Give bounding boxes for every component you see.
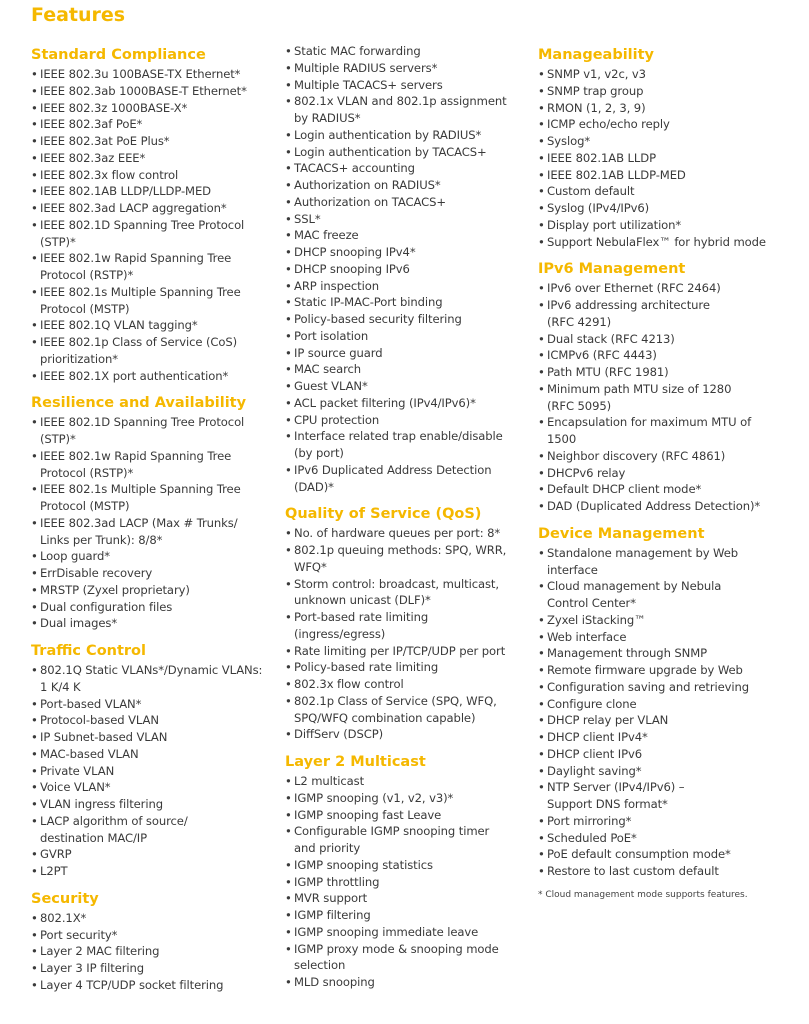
section-heading: Standard Compliance [31,47,206,63]
feature-item: • MRSTP (Zyxel proprietary) [31,582,281,599]
section-heading: Layer 2 Multicast [285,754,426,770]
feature-item: • DHCP relay per VLAN [538,712,800,729]
feature-list [538,280,800,515]
feature-item: • Multiple TACACS+ servers [285,77,535,94]
feature-item: • Private VLAN [31,763,281,780]
feature-item: • ErrDisable recovery [31,565,281,582]
feature-item: • IPv6 Duplicated Address Detection (DAD)* [285,462,535,496]
feature-section [285,751,535,991]
feature-item: • SNMP v1, v2c, v3 [538,66,800,83]
feature-item: • Path MTU (RFC 1981) [538,364,800,381]
section-heading: Traffic Control [31,643,146,659]
feature-item: • Login authentication by RADIUS* [285,127,535,144]
feature-item: • LACP algorithm of source/ destination MAC/IP [31,813,281,847]
feature-item: • Multiple RADIUS servers* [285,60,535,77]
feature-item: • Restore to last custom default [538,863,800,880]
feature-item: • IEEE 802.1w Rapid Spanning Tree Protocol (RSTP)* [31,448,281,482]
feature-item: • Layer 3 IP filtering [31,960,281,977]
feature-item: • Loop guard* [31,548,281,565]
feature-item: • L2PT [31,863,281,880]
feature-list [31,414,281,632]
feature-list [538,66,800,250]
feature-item: • IGMP snooping statistics [285,857,535,874]
feature-list [538,545,800,880]
section-heading: Device Management [538,525,705,542]
feature-list [31,910,281,994]
feature-item: • Login authentication by TACACS+ [285,144,535,161]
feature-section [285,43,535,495]
column-3 [538,44,800,901]
feature-item: • Guest VLAN* [285,378,535,395]
feature-item: • IGMP snooping (v1, v2, v3)* [285,790,535,807]
feature-item: • IEEE 802.3ad LACP (Max # Trunks/ Links per Trunk): 8/8* [31,515,281,549]
feature-item: • L2 multicast [285,773,535,790]
feature-item: • IEEE 802.1p Class of Service (CoS) prioritization* [31,334,281,368]
feature-item: • Static MAC forwarding [285,43,535,60]
feature-item: • Cloud management by Nebula Control Center* [538,578,800,612]
feature-item: • Port isolation [285,328,535,345]
feature-item: • Encapsulation for maximum MTU of 1500 [538,414,800,448]
feature-item: • IGMP proxy mode & snooping mode selection [285,941,535,975]
feature-section [538,523,800,880]
feature-item: • MAC-based VLAN [31,746,281,763]
feature-item: • Authorization on TACACS+ [285,194,535,211]
feature-item: • IP Subnet-based VLAN [31,729,281,746]
feature-item: • Support NebulaFlex™ for hybrid mode [538,234,800,251]
feature-item: • IEEE 802.1D Spanning Tree Protocol (STP)* [31,414,281,448]
feature-item: • IPv6 over Ethernet (RFC 2464) [538,280,800,297]
feature-item: • Remote firmware upgrade by Web [538,662,800,679]
feature-item: • IGMP snooping fast Leave [285,807,535,824]
feature-item: • 802.1X* [31,910,281,927]
feature-item: • MVR support [285,890,535,907]
feature-section [285,503,535,743]
section-heading: IPv6 Management [538,261,686,278]
feature-list [31,662,281,880]
feature-item: • Protocol-based VLAN [31,712,281,729]
feature-item: • Dual stack (RFC 4213) [538,331,800,348]
feature-item: • MAC search [285,361,535,378]
feature-section [31,640,281,880]
feature-item: • 802.3x flow control [285,676,535,693]
feature-item: • Rate limiting per IP/TCP/UDP per port [285,643,535,660]
feature-item: • IEEE 802.3x flow control [31,167,281,184]
feature-item: • Display port utilization* [538,217,800,234]
page-title: Features [31,4,126,26]
feature-item: • ICMP echo/echo reply [538,116,800,133]
feature-item: • IGMP throttling [285,874,535,891]
feature-list [285,43,535,495]
feature-item: • IEEE 802.3af PoE* [31,116,281,133]
feature-item: • Configuration saving and retrieving [538,679,800,696]
feature-item: • Interface related trap enable/disable (by port) [285,428,535,462]
feature-item: • TACACS+ accounting [285,160,535,177]
feature-item: • CPU protection [285,412,535,429]
feature-item: • Dual images* [31,615,281,632]
feature-item: • IEEE 802.3az EEE* [31,150,281,167]
feature-item: • RMON (1, 2, 3, 9) [538,100,800,117]
feature-item: • Neighbor discovery (RFC 4861) [538,448,800,465]
feature-item: • Syslog (IPv4/IPv6) [538,200,800,217]
feature-item: • DAD (Duplicated Address Detection)* [538,498,800,515]
feature-item: • VLAN ingress filtering [31,796,281,813]
feature-item: • PoE default consumption mode* [538,846,800,863]
feature-item: • Dual configuration files [31,599,281,616]
feature-item: • Default DHCP client mode* [538,481,800,498]
feature-item: • Port-based VLAN* [31,696,281,713]
feature-item: • IEEE 802.3z 1000BASE-X* [31,100,281,117]
feature-item: • Daylight saving* [538,763,800,780]
feature-section [31,888,281,994]
feature-item: • IPv6 addressing architecture (RFC 4291) [538,297,800,331]
feature-item: • DHCP client IPv6 [538,746,800,763]
feature-item: • IEEE 802.1s Multiple Spanning Tree Protocol (MSTP) [31,481,281,515]
feature-item: • Custom default [538,183,800,200]
feature-item: • Port security* [31,927,281,944]
feature-item: • IGMP filtering [285,907,535,924]
feature-section [31,392,281,632]
feature-item: • DHCPv6 relay [538,465,800,482]
column-2 [285,43,535,999]
feature-item: • No. of hardware queues per port: 8* [285,525,535,542]
feature-item: • IEEE 802.3at PoE Plus* [31,133,281,150]
feature-item: • Minimum path MTU size of 1280 (RFC 5095) [538,381,800,415]
feature-item: • GVRP [31,846,281,863]
feature-item: • Syslog* [538,133,800,150]
feature-item: • NTP Server (IPv4/IPv6) – Support DNS format* [538,779,800,813]
feature-item: • IEEE 802.1AB LLDP [538,150,800,167]
feature-item: • IEEE 802.1D Spanning Tree Protocol (STP)* [31,217,281,251]
feature-list [285,773,535,991]
feature-item: • IEEE 802.1w Rapid Spanning Tree Protocol (RSTP)* [31,250,281,284]
feature-item: • SSL* [285,211,535,228]
feature-item: • DHCP client IPv4* [538,729,800,746]
feature-item: • Standalone management by Web interface [538,545,800,579]
feature-item: • Configure clone [538,696,800,713]
feature-item: • Storm control: broadcast, multicast, unknown unicast (DLF)* [285,576,535,610]
feature-item: • Management through SNMP [538,645,800,662]
feature-item: • IGMP snooping immediate leave [285,924,535,941]
feature-item: • IEEE 802.1Q VLAN tagging* [31,317,281,334]
feature-item: • Web interface [538,629,800,646]
feature-item: • IEEE 802.3u 100BASE-TX Ethernet* [31,66,281,83]
feature-item: • IP source guard [285,345,535,362]
feature-item: • DiffServ (DSCP) [285,726,535,743]
footnote: * Cloud management mode supports features. [538,889,748,900]
feature-item: • Policy-based rate limiting [285,659,535,676]
feature-item: • MAC freeze [285,227,535,244]
section-heading: Security [31,890,99,907]
feature-item: • Static IP-MAC-Port binding [285,294,535,311]
feature-item: • Configurable IGMP snooping timer and priority [285,823,535,857]
section-heading: Quality of Service (QoS) [285,506,482,523]
feature-item: • ARP inspection [285,278,535,295]
feature-item: • Layer 4 TCP/UDP socket filtering [31,977,281,994]
section-heading: Resilience and Availability [31,395,247,412]
column-1 [31,44,281,1002]
feature-item: • IEEE 802.3ad LACP aggregation* [31,200,281,217]
feature-section [31,44,281,384]
feature-list [285,525,535,743]
feature-item: • Authorization on RADIUS* [285,177,535,194]
feature-item: • 802.1p queuing methods: SPQ, WRR, WFQ* [285,542,535,576]
feature-item: • Policy-based security filtering [285,311,535,328]
feature-section [538,44,800,250]
feature-item: • Voice VLAN* [31,779,281,796]
feature-section [538,258,800,515]
feature-item: • DHCP snooping IPv4* [285,244,535,261]
feature-item: • ICMPv6 (RFC 4443) [538,347,800,364]
feature-item: • Port mirroring* [538,813,800,830]
feature-item: • Port-based rate limiting (ingress/egress) [285,609,535,643]
feature-item: • ACL packet filtering (IPv4/IPv6)* [285,395,535,412]
feature-list [31,66,281,384]
section-heading: Manageability [538,47,654,63]
feature-item: • 802.1p Class of Service (SPQ, WFQ, SPQ/WFQ combination capable) [285,693,535,727]
feature-item: • 802.1Q Static VLANs*/Dynamic VLANs: 1 K/4 K [31,662,281,696]
feature-item: • IEEE 802.1AB LLDP-MED [538,167,800,184]
feature-item: • Scheduled PoE* [538,830,800,847]
feature-item: • IEEE 802.1s Multiple Spanning Tree Protocol (MSTP) [31,284,281,318]
feature-item: • IEEE 802.3ab 1000BASE-T Ethernet* [31,83,281,100]
feature-item: • Layer 2 MAC filtering [31,943,281,960]
feature-item: • IEEE 802.1X port authentication* [31,368,281,385]
feature-item: • IEEE 802.1AB LLDP/LLDP-MED [31,183,281,200]
feature-item: • Zyxel iStacking™ [538,612,800,629]
feature-item: • 802.1x VLAN and 802.1p assignment by RADIUS* [285,93,535,127]
feature-item: • SNMP trap group [538,83,800,100]
feature-item: • MLD snooping [285,974,535,991]
feature-item: • DHCP snooping IPv6 [285,261,535,278]
